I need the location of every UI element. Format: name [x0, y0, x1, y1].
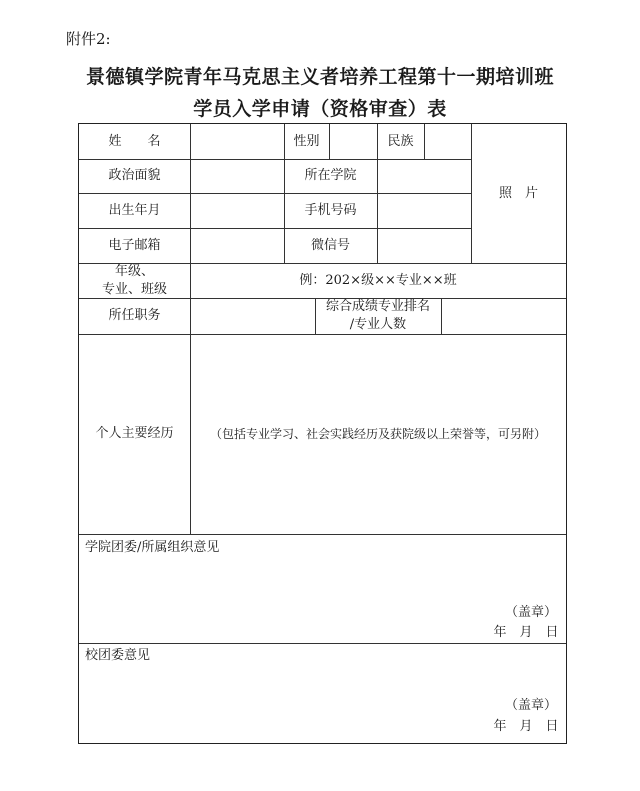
political-status-field[interactable]: [190, 159, 284, 193]
rank-label-line2: /专业人数: [349, 317, 407, 332]
photo-box[interactable]: 照 片: [498, 185, 538, 201]
college-seal: （盖章）: [504, 605, 557, 621]
wechat-field[interactable]: [377, 228, 471, 263]
form-subtitle: 学员入学申请（资格审查）表: [193, 98, 447, 120]
wechat-label: 微信号: [310, 237, 350, 253]
name-field[interactable]: [190, 124, 284, 159]
birth-date-field[interactable]: [190, 193, 284, 228]
grade-major-class-field[interactable]: 例：202×级××专业××班: [299, 272, 457, 288]
ethnicity-field[interactable]: [424, 124, 471, 159]
phone-field[interactable]: [377, 193, 471, 228]
ethnicity-label: 民族: [387, 133, 414, 149]
grade-major-class-label: [79, 263, 190, 298]
form-title: 景德镇学院青年马克思主义者培养工程第十一期培训班: [85, 66, 554, 88]
email-label: 电子邮箱: [108, 237, 161, 253]
phone-label: 手机号码: [304, 202, 357, 218]
college-field[interactable]: [377, 159, 471, 193]
experience-label: 个人主要经历: [95, 426, 174, 442]
email-field[interactable]: [190, 228, 284, 263]
rank-field[interactable]: [441, 298, 566, 334]
application-form-table: [78, 123, 567, 744]
experience-field[interactable]: （包括专业学习、社会实践经历及获院级以上荣誉等，可另附）: [209, 426, 546, 441]
rank-label-line1: 综合成绩专业排名: [325, 299, 430, 315]
school-seal: （盖章）: [504, 698, 557, 714]
birth-date-label: 出生年月: [108, 202, 161, 218]
attachment-label: 附件2:: [66, 30, 111, 48]
political-status-label: 政治面貌: [108, 168, 161, 184]
school-opinion-label: 校团委意见: [85, 648, 151, 664]
college-opinion-label: 学院团委/所属组织意见: [85, 540, 220, 556]
gender-field[interactable]: [329, 124, 377, 159]
gender-label: 性别: [293, 133, 320, 149]
school-date: 年 月 日: [493, 719, 559, 735]
rank-label: [315, 298, 441, 334]
grade-label-line1: 年级、: [114, 263, 154, 279]
position-label: 所任职务: [108, 308, 161, 324]
college-date: 年 月 日: [493, 625, 559, 641]
college-label: 所在学院: [304, 168, 357, 184]
grade-label-line2: 专业、班级: [101, 281, 167, 297]
name-label: 姓 名: [108, 133, 161, 149]
position-field[interactable]: [190, 298, 315, 334]
